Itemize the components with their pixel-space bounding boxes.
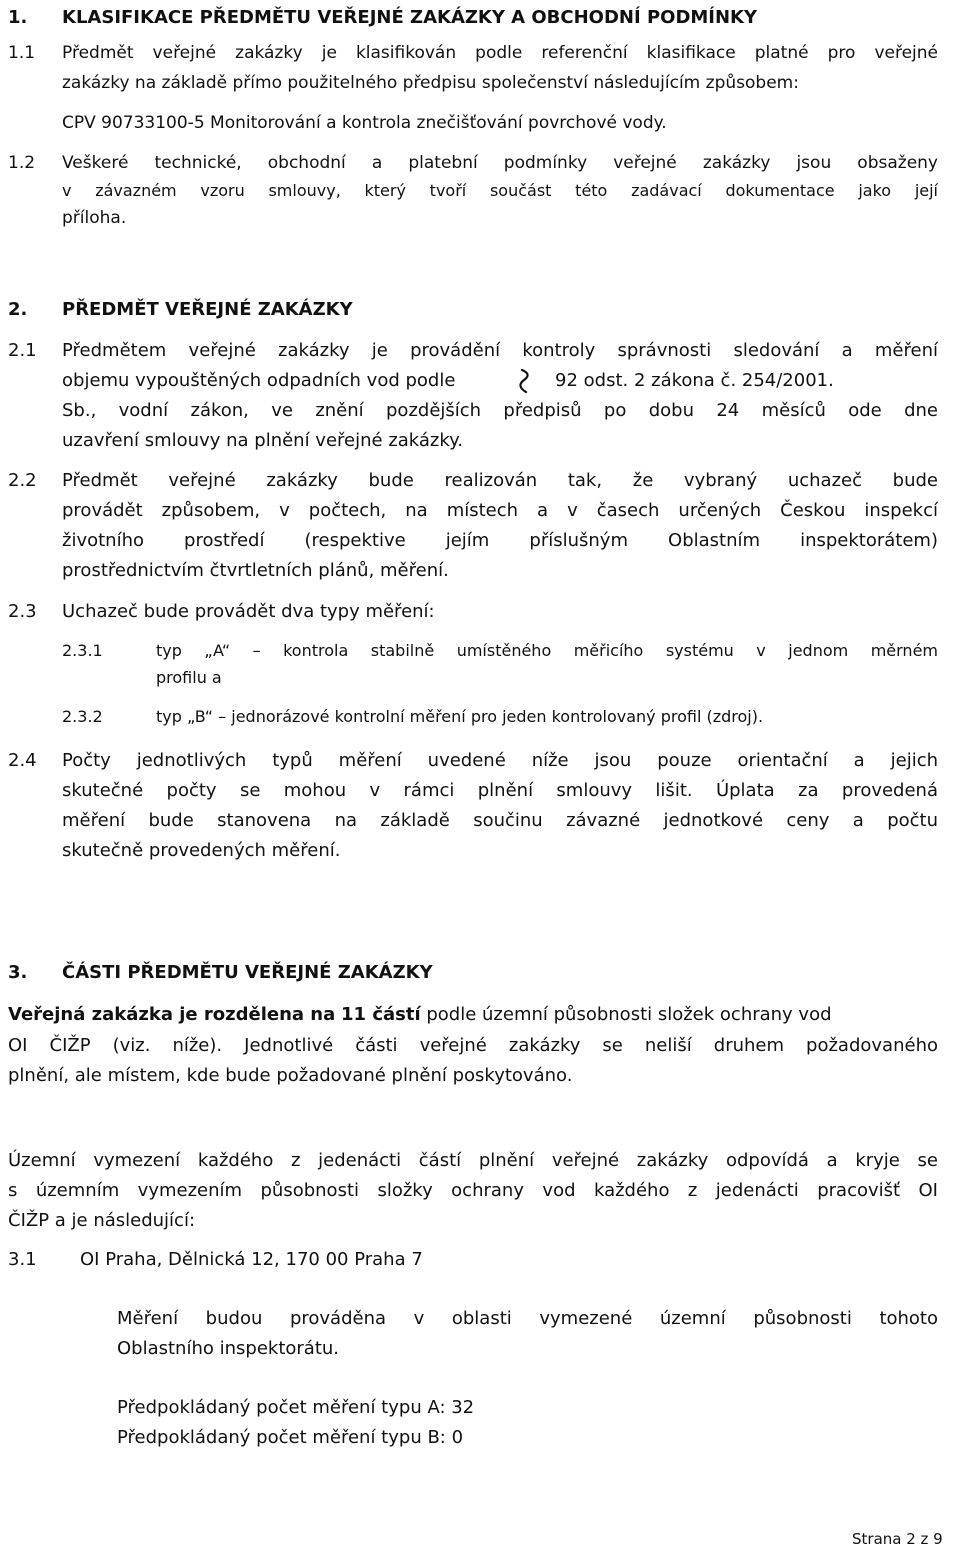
intro-rest: podle územní působnosti složek ochrany vod [426, 1004, 832, 1025]
para-2-2-line: Předmět veřejné zakázky bude realizován tak, že vybraný uchazeč bude [62, 470, 938, 491]
intro-bold-count: 11 částí [341, 1004, 421, 1025]
part-3-1-desc-line: Měření budou prováděna v oblasti vymezené územní působnosti tohoto [117, 1308, 938, 1329]
para-2-1-line: 92 odst. 2 zákona č. 254/2001. [555, 370, 834, 391]
part-3-1-count-b: Předpokládaný počet měření typu B: 0 [117, 1427, 464, 1448]
para-1-1-line: zakázky na základě přímo použitelného předpisu společenství následujícím způsobem: [62, 73, 799, 93]
page-number: Strana 2 z 9 [852, 1530, 943, 1548]
intro-line-2: OI ČIŽP (viz. níže). Jednotlivé části veřejné zakázky se neliší druhem požadovaného [8, 1035, 938, 1056]
scope-line-1: Územní vymezení každého z jedenácti částí plnění veřejné zakázky odpovídá a kryje se [8, 1150, 938, 1171]
intro-bold-text: Veřejná zakázka je rozdělena na [8, 1004, 336, 1025]
section-1-number: 1. [8, 7, 28, 28]
para-2-4-line: měření bude stanovena na základě součinu závazné jednotkové ceny a počtu [62, 810, 938, 831]
para-1-2-number: 1.2 [8, 153, 36, 173]
para-2-2-number: 2.2 [8, 470, 37, 491]
para-2-2-line: životního prostředí (respektive jejím příslušným Oblastním inspektorátem) [62, 530, 938, 551]
para-1-1-line: Předmět veřejné zakázky je klasifikován podle referenční klasifikace platné pro veřejné [62, 43, 938, 63]
para-2-1-line: uzavření smlouvy na plnění veřejné zakázky. [62, 430, 463, 451]
scope-line-2: s územním vymezením působnosti složky ochrany vod každého z jedenácti pracovišť OI [8, 1180, 938, 1201]
para-2-1-line: objemu vypouštěných odpadních vod podle [62, 370, 456, 391]
part-3-1-title: OI Praha, Dělnická 12, 170 00 Praha 7 [80, 1249, 423, 1270]
para-2-4-number: 2.4 [8, 750, 37, 771]
para-2-3-1-line: profilu a [156, 668, 222, 687]
part-3-1-desc-line: Oblastního inspektorátu. [117, 1338, 340, 1359]
para-2-3-2-number: 2.3.2 [62, 707, 103, 726]
para-2-4-line: skutečně provedených měření. [62, 840, 341, 861]
para-2-1-number: 2.1 [8, 340, 37, 361]
para-2-3-text: Uchazeč bude provádět dva typy měření: [62, 601, 435, 622]
para-2-3-1-line: typ „A“ – kontrola stabilně umístěného měřicího systému v jednom měrném [156, 641, 938, 660]
part-3-1-number: 3.1 [8, 1249, 37, 1270]
para-1-1-number: 1.1 [8, 43, 36, 63]
para-2-1-line: Předmětem veřejné zakázky je provádění kontroly správnosti sledování a měření [62, 340, 938, 361]
para-2-2-line: prostřednictvím čtvrtletních plánů, měření. [62, 560, 449, 581]
cpv-code: CPV 90733100-5 Monitorování a kontrola znečišťování povrchové vody. [62, 113, 667, 133]
section-3-number: 3. [8, 962, 28, 983]
para-2-3-number: 2.3 [8, 601, 37, 622]
section-2-title: PŘEDMĚT VEŘEJNÉ ZAKÁZKY [62, 299, 353, 320]
scope-line-3: ČIŽP a je následující: [8, 1210, 196, 1231]
para-1-2-line: příloha. [62, 208, 127, 228]
para-2-3-2-text: typ „B“ – jednorázové kontrolní měření pro jeden kontrolovaný profil (zdroj). [156, 707, 764, 726]
section-1-title: KLASIFIKACE PŘEDMĚTU VEŘEJNÉ ZAKÁZKY A OBCHODNÍ PODMÍNKY [62, 7, 758, 28]
para-1-2-line: v závazném vzoru smlouvy, který tvoří součást této zadávací dokumentace jako její [62, 181, 938, 200]
para-1-2-line: Veškeré technické, obchodní a platební podmínky veřejné zakázky jsou obsaženy [62, 153, 938, 173]
para-2-2-line: provádět způsobem, v počtech, na místech a v časech určených Českou inspekcí [62, 500, 938, 521]
intro-line-3: plnění, ale místem, kde bude požadované plnění poskytováno. [8, 1065, 573, 1086]
section-2-number: 2. [8, 299, 28, 320]
para-2-4-line: skutečné počty se mohou v rámci plnění smlouvy lišit. Úplata za provedená [62, 780, 938, 801]
part-3-1-count-a: Předpokládaný počet měření typu A: 32 [117, 1397, 475, 1418]
para-2-1-line: Sb., vodní zákon, ve znění pozdějších předpisů po dobu 24 měsíců ode dne [62, 400, 938, 421]
para-2-3-1-number: 2.3.1 [62, 641, 103, 660]
para-2-4-line: Počty jednotlivých typů měření uvedené níže jsou pouze orientační a jejich [62, 750, 938, 771]
section-3-title: ČÁSTI PŘEDMĚTU VEŘEJNÉ ZAKÁZKY [62, 962, 433, 983]
intro-line-1 [8, 1000, 938, 1030]
